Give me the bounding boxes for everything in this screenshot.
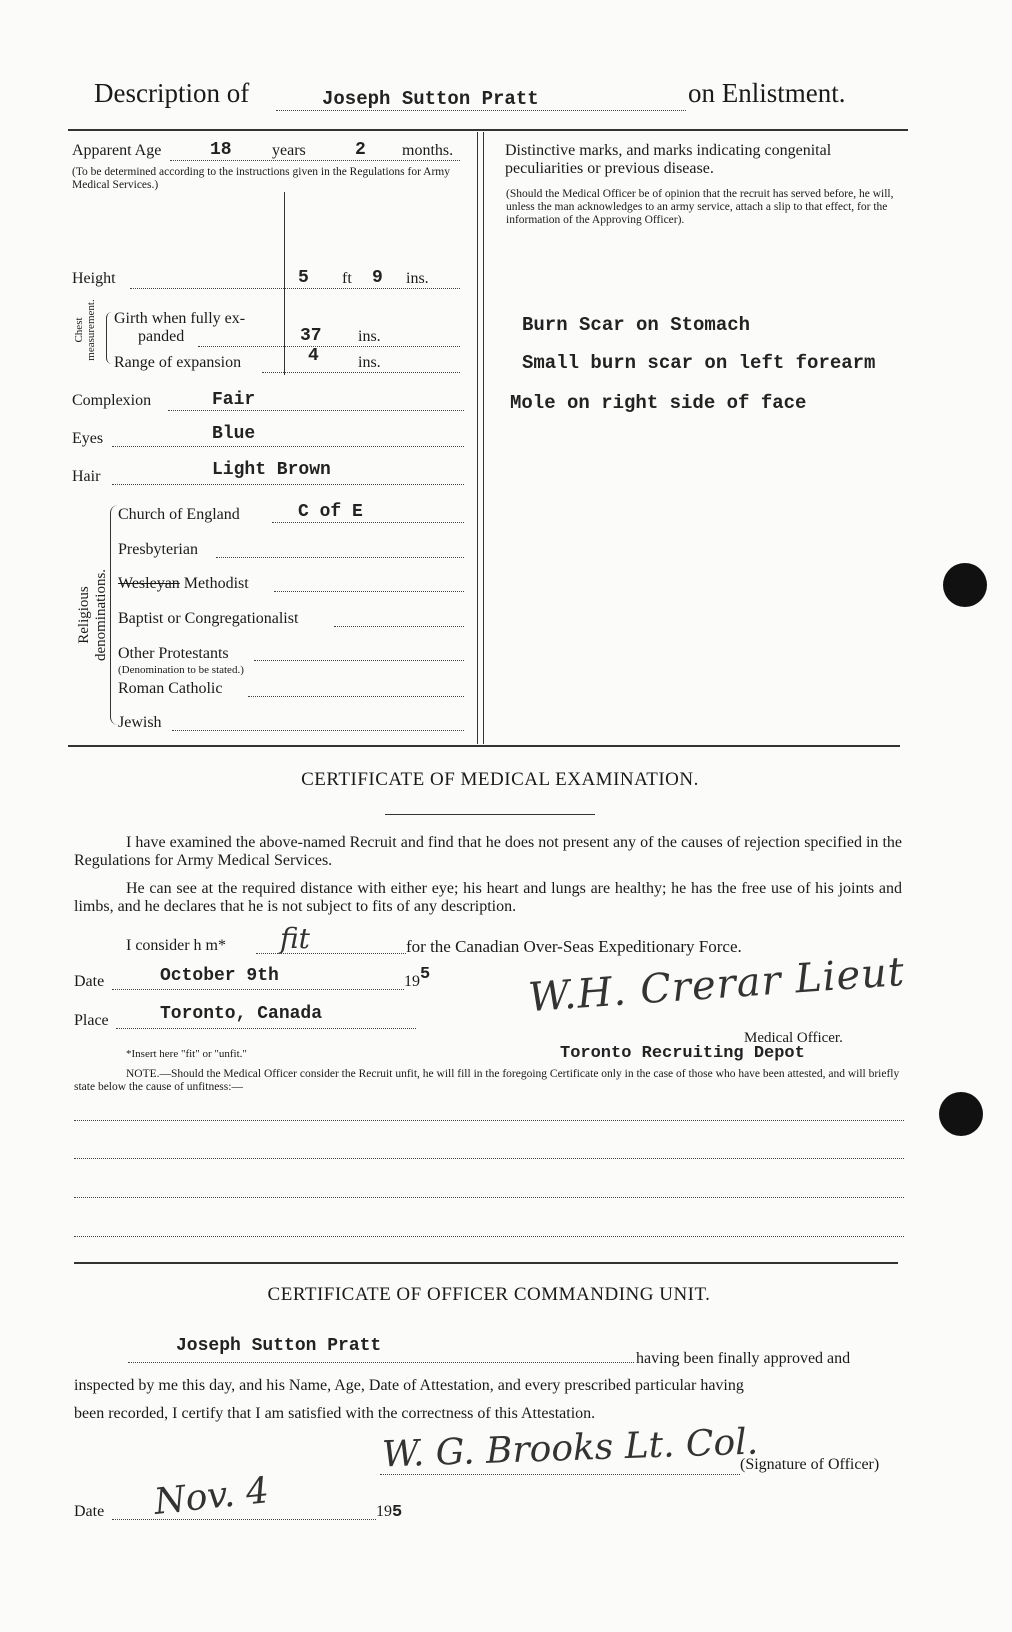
commanding-officer-signature: W. G. Brooks Lt. Col. (381, 1421, 759, 1476)
rel-roman-catholic: Roman Catholic (118, 680, 223, 697)
medical-year-digit: 5 (420, 965, 431, 984)
age-note: (To be determined according to the instructions given in the Regulations for Army Medical Services.) (72, 166, 450, 191)
height-ft-label: ft (342, 270, 352, 287)
mark-line-3: Mole on right side of face (510, 392, 807, 414)
rel-church-of-england: Church of England (118, 506, 240, 523)
girth-value: 37 (300, 326, 322, 346)
height-ft-value: 5 (298, 268, 309, 288)
hair-label: Hair (72, 468, 101, 485)
height-ins-value: 9 (372, 268, 383, 288)
consider-prefix: I consider h m* (126, 937, 226, 954)
complexion-value: Fair (212, 390, 256, 410)
medical-officer-label: Medical Officer. (744, 1030, 843, 1046)
commanding-date-label: Date (74, 1503, 105, 1520)
punch-hole-bottom (939, 1092, 983, 1136)
height-label: Height (72, 270, 116, 287)
recruit-name: Joseph Sutton Pratt (322, 88, 539, 110)
range-value: 4 (308, 346, 319, 366)
medical-year-prefix: 19 (404, 973, 420, 990)
commanding-year-prefix: 19 (376, 1503, 392, 1520)
commanding-text-2: inspected by me this day, and his Name, Age, Date of Attestation, and every prescribed particular having (74, 1377, 744, 1394)
rel-other-note: (Denomination to be stated.) (118, 664, 244, 676)
eyes-value: Blue (212, 424, 256, 444)
mark-line-2: Small burn scar on left forearm (522, 352, 876, 374)
range-unit: ins. (358, 354, 381, 371)
girth-label-1: Girth when fully ex- (114, 310, 246, 327)
age-months-value: 2 (355, 140, 366, 160)
consider-suffix: for the Canadian Over-Seas Expeditionary Force. (406, 937, 742, 956)
commanding-recruit-name: Joseph Sutton Pratt (176, 1336, 382, 1356)
rel-baptist: Baptist or Congregationalist (118, 610, 299, 627)
age-years-value: 18 (210, 140, 232, 160)
medical-date-label: Date (74, 973, 105, 990)
medical-date-value: October 9th (160, 966, 279, 986)
rel-methodist: Methodist (183, 575, 249, 592)
mark-line-1: Burn Scar on Stomach (522, 314, 751, 336)
rel-methodist-row (118, 575, 249, 593)
religions-side-label-2: denominations. (93, 568, 109, 662)
medical-note: NOTE.—Should the Medical Officer consider the Recruit unfit, he will fill in the foregoing Certificate only in the case of those who have been attested, and will briefly state below the cause of unfitness:— (74, 1068, 900, 1093)
religions-side-label (76, 520, 110, 710)
complexion-label: Complexion (72, 392, 152, 409)
girth-unit: ins. (358, 328, 381, 345)
insert-note: *Insert here "fit" or "unfit." (126, 1048, 247, 1060)
religions-side-label-1: Religious (76, 586, 92, 644)
medical-para-2: He can see at the required distance with either eye; his heart and lungs are healthy; he has the free use of his joints and limbs, and he declares that he is not subject to fits of any description. (74, 880, 902, 915)
age-label: Apparent Age (72, 142, 162, 159)
age-months-label: months. (402, 142, 454, 159)
commanding-title: CERTIFICATE OF OFFICER COMMANDING UNIT. (267, 1284, 711, 1305)
eyes-label: Eyes (72, 430, 104, 447)
medical-year (404, 965, 431, 992)
rel-church-value: C of E (298, 502, 363, 522)
commanding-text-3: been recorded, I certify that I am satisfied with the correctness of this Attestation. (74, 1405, 596, 1422)
rel-jewish: Jewish (118, 714, 162, 731)
marks-title-2: peculiarities or previous disease. (505, 160, 714, 177)
medical-place-value: Toronto, Canada (160, 1004, 323, 1024)
medical-officer-signature: W.H. Crerar Lieut (526, 948, 907, 1022)
marks-note: (Should the Medical Officer be of opinion that the recruit has served before, he will, unless the man acknowledges to an army service, attach a slip to that effect, for the information of the Approving Officer). (506, 188, 894, 226)
rel-presbyterian: Presbyterian (118, 541, 198, 558)
commanding-year-digit: 5 (392, 1503, 403, 1522)
hair-value: Light Brown (212, 460, 331, 480)
recruiting-depot: Toronto Recruiting Depot (560, 1044, 805, 1063)
title-prefix: Description of (94, 78, 250, 108)
commanding-date-value: Nov. 4 (152, 1470, 271, 1523)
height-ins-label: ins. (406, 270, 429, 287)
title-suffix: on Enlistment. (688, 78, 846, 108)
age-years-label: years (272, 142, 306, 159)
consider-value: fit (280, 922, 310, 955)
rel-wesleyan: Wesleyan (118, 575, 180, 592)
rel-other: Other Protestants (118, 645, 229, 662)
girth-label-2: panded (138, 328, 185, 345)
medical-place-label: Place (74, 1012, 109, 1029)
marks-title-1: Distinctive marks, and marks indicating congenital (505, 142, 832, 159)
medical-title: CERTIFICATE OF MEDICAL EXAMINATION. (301, 769, 699, 790)
medical-para-1: I have examined the above-named Recruit and find that he does not present any of the causes of rejection specified in the Regulations for Army Medical Services. (74, 834, 902, 869)
range-label: Range of expansion (114, 354, 242, 371)
chest-side-label: Chest measurement. (73, 299, 97, 361)
commanding-year (376, 1503, 402, 1522)
commanding-text-1: having been finally approved and (636, 1350, 851, 1367)
punch-hole-top (943, 563, 987, 607)
commanding-sig-label: (Signature of Officer) (740, 1456, 880, 1473)
